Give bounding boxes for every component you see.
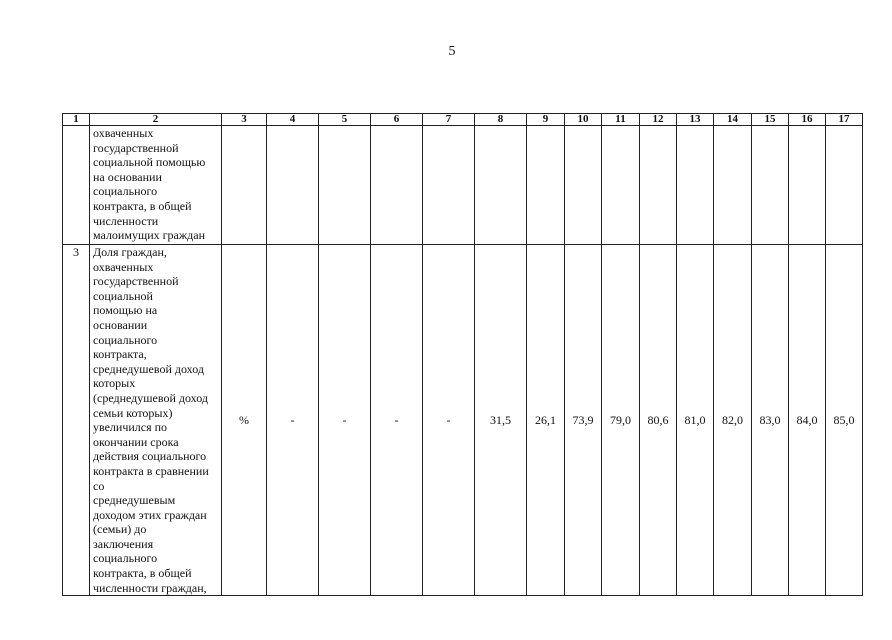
value-cell (789, 126, 826, 245)
value-cell: 79,0 (602, 245, 640, 596)
value-cell (565, 126, 602, 245)
value-cell (714, 126, 752, 245)
value-cell: - (423, 245, 475, 596)
value-cell (267, 126, 319, 245)
value-cell: 31,5 (475, 245, 527, 596)
value-cell (319, 126, 371, 245)
value-cell (640, 126, 677, 245)
indicator-label: охваченных государственной социальной помощью на основании социального контракта, в общей численности малоимущих граждан (90, 126, 222, 245)
header-col-2: 2 (90, 114, 222, 126)
value-cell: 80,6 (640, 245, 677, 596)
header-col-17: 17 (826, 114, 863, 126)
value-cell (527, 126, 565, 245)
value-cell: - (319, 245, 371, 596)
header-col-10: 10 (565, 114, 602, 126)
indicator-table (62, 113, 863, 596)
unit-cell (222, 126, 267, 245)
value-cell: - (371, 245, 423, 596)
value-cell (602, 126, 640, 245)
header-col-7: 7 (423, 114, 475, 126)
header-col-9: 9 (527, 114, 565, 126)
table-row (63, 245, 863, 596)
value-cell (475, 126, 527, 245)
header-col-16: 16 (789, 114, 826, 126)
value-cell: 26,1 (527, 245, 565, 596)
value-cell (826, 126, 863, 245)
value-cell: 83,0 (752, 245, 789, 596)
header-col-15: 15 (752, 114, 789, 126)
value-cell: 84,0 (789, 245, 826, 596)
row-number: 3 (63, 245, 90, 596)
value-cell (371, 126, 423, 245)
value-cell: 73,9 (565, 245, 602, 596)
table-row (63, 126, 863, 245)
header-row (63, 114, 863, 126)
indicator-label: Доля граждан, охваченных государственной социальной помощью на основании социального контракта, среднедушевой доход которых (среднедушевой доход семьи которых) увеличился по окончании срока действия социального контракта в сравнении со среднедушевым доходом этих граждан (семьи) до заключения социального контракта, в общей численности граждан, (90, 245, 222, 596)
row-number (63, 126, 90, 245)
header-col-14: 14 (714, 114, 752, 126)
header-col-13: 13 (677, 114, 714, 126)
page-number: 5 (448, 44, 456, 59)
header-col-8: 8 (475, 114, 527, 126)
value-cell: 82,0 (714, 245, 752, 596)
header-col-11: 11 (602, 114, 640, 126)
value-cell: - (267, 245, 319, 596)
header-col-6: 6 (371, 114, 423, 126)
header-col-1: 1 (63, 114, 90, 126)
unit-cell: % (222, 245, 267, 596)
header-col-12: 12 (640, 114, 677, 126)
header-col-5: 5 (319, 114, 371, 126)
value-cell (423, 126, 475, 245)
header-col-4: 4 (267, 114, 319, 126)
value-cell: 81,0 (677, 245, 714, 596)
value-cell (677, 126, 714, 245)
value-cell: 85,0 (826, 245, 863, 596)
value-cell (752, 126, 789, 245)
header-col-3: 3 (222, 114, 267, 126)
